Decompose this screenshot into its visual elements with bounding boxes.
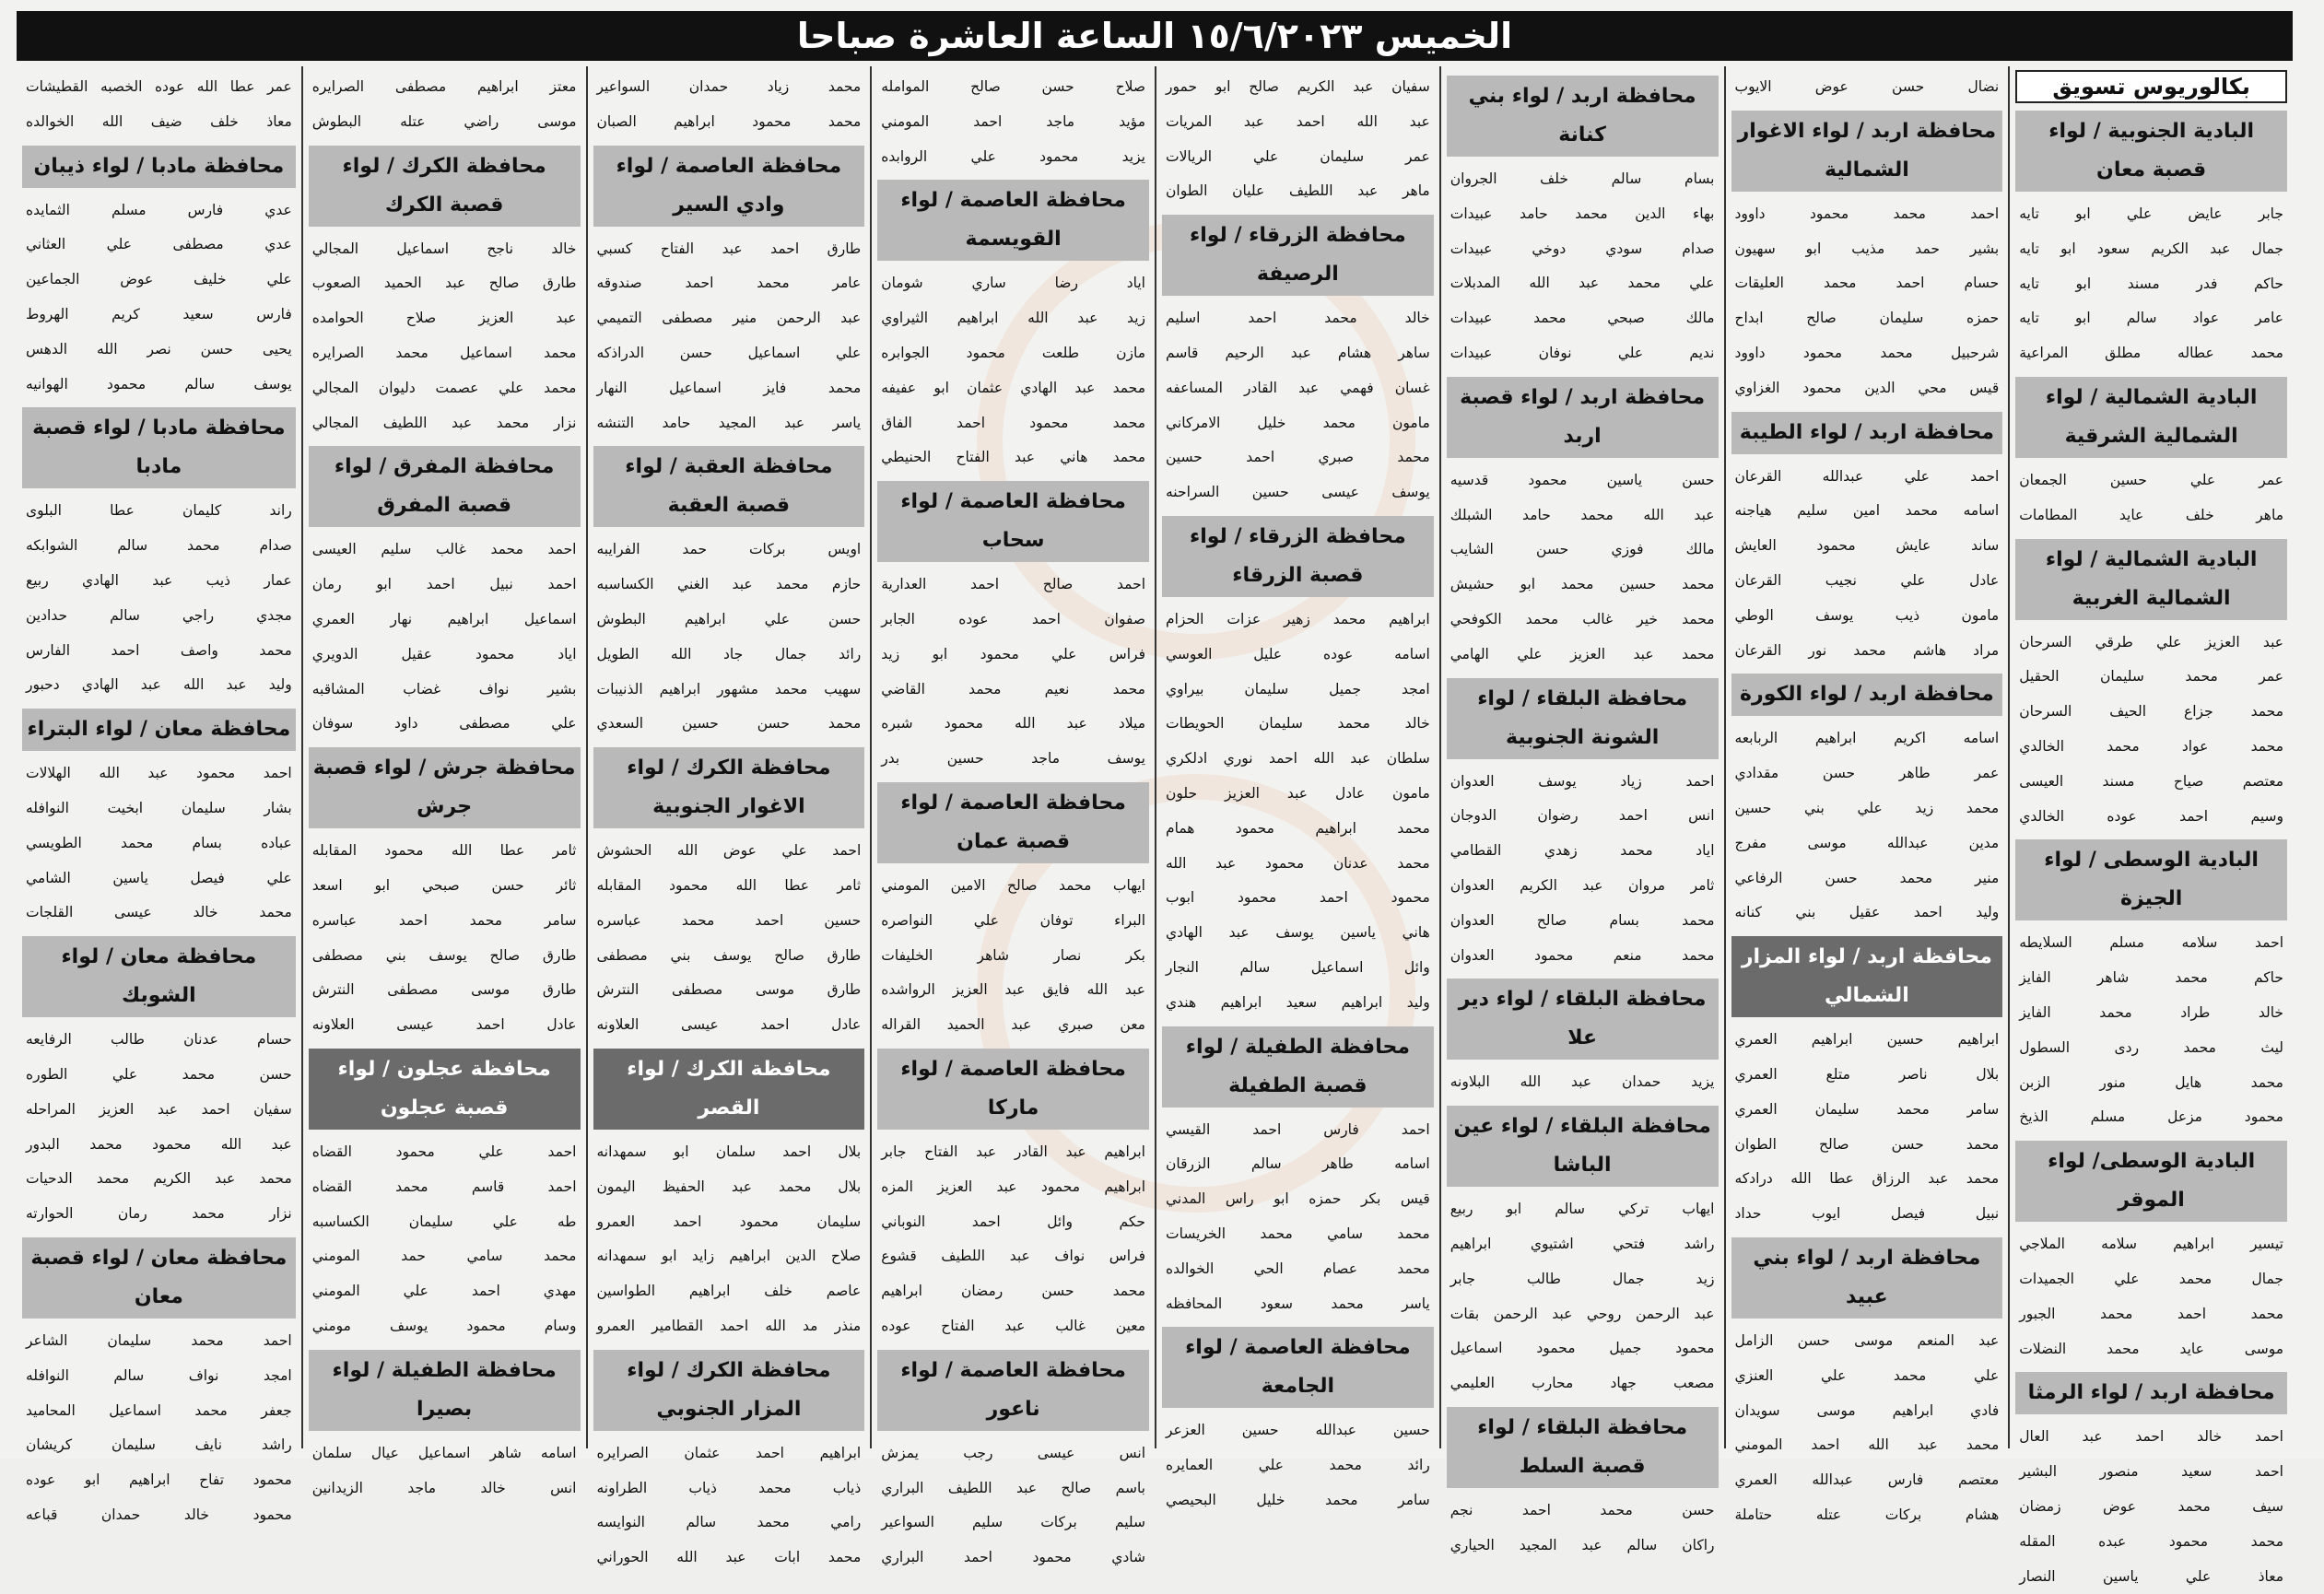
candidate-name: عبد الله محمد حامد الشبلك	[1450, 506, 1715, 523]
candidate-name: سامر محمد سليمان العمري	[1734, 1100, 2000, 1118]
candidate-name: انس احمد رضوان الدوجان	[1450, 807, 1715, 825]
candidate-name: محمد عصام الحي الخوالده	[1166, 1260, 1430, 1277]
region-heading: البادية الوسطى / لواء الجيزة	[2015, 839, 2287, 920]
region-heading: محافظة معان / لواء الشوبك	[22, 936, 296, 1017]
candidate-name: غسان فهمي عبد القادر المساعفه	[1166, 379, 1430, 396]
region-heading: البادية الوسطى/ لواء الموقر	[2015, 1141, 2287, 1222]
region-heading: محافظة الكرك / لواء قصبة الكرك	[309, 146, 581, 227]
candidate-name: محمود جميل محمود اسماعيل	[1450, 1340, 1715, 1357]
candidate-name: احمد علي محمود القضاه	[311, 1143, 577, 1160]
candidate-name: احمد علي عبدالله القرعان	[1734, 467, 2000, 485]
date-banner: الخميس ١٥/٦/٢٠٢٣ الساعة العاشرة صباحا	[17, 11, 2293, 61]
candidate-name: معتصم فارس عبدالله العمري	[1734, 1471, 2000, 1489]
column-2	[1724, 66, 2009, 1523]
candidate-name: امجد جميل سليمان بيراوي	[1166, 680, 1430, 697]
candidate-name: محمد عطاله مطلق المراعية	[2019, 345, 2283, 362]
candidate-name: محمد سامي محمد الخريسات	[1166, 1225, 1430, 1242]
candidate-name: عمر سليمان علي الريالات	[1166, 147, 1430, 165]
candidate-name: طارق صالح يوسف بني مصطفى	[596, 946, 862, 964]
candidate-name: عبد الله احمد عبد المريات	[1166, 112, 1430, 130]
candidate-name: فادي ابراهيم موسى سويدان	[1734, 1401, 2000, 1419]
candidate-name: يوسف ماجد حسين بدر	[881, 750, 1145, 768]
candidate-name: محمد صبري احمد حسين	[1166, 449, 1430, 466]
candidate-name: عبد الله محمود محمد البدور	[26, 1135, 292, 1153]
candidate-name: سفيان عبد الكريم صالح ابو حمور	[1166, 78, 1430, 95]
candidate-name: حمزه سليمان صالح ابداح	[1734, 310, 2000, 327]
candidate-name: حسن ياسين محمود قدسيه	[1450, 471, 1715, 488]
candidate-name: مالك فوزي حسن الشايب	[1450, 541, 1715, 558]
candidate-name: محمد عواد محمد الخالدي	[2019, 737, 2283, 755]
candidate-name: اسامه عوده عليل العوسي	[1166, 645, 1430, 662]
candidate-name: عبد الله فايق عبد العزيز الرواشده	[881, 981, 1145, 999]
candidate-name: علي محمد علي العنزي	[1734, 1366, 2000, 1384]
candidate-name: رائد جمال جاد الله الطويل	[596, 645, 862, 662]
candidate-name: بلال محمد عبد الحفيظ اليمون	[596, 1178, 862, 1195]
candidate-name: ياسر محمد سعود المحافظه	[1166, 1295, 1430, 1312]
region-heading: البادية الشمالية / لواء الشمالية الغربية	[2015, 539, 2287, 620]
candidate-name: قيس بكر حمزه ابو راس المدني	[1166, 1190, 1430, 1208]
candidate-name: وسام محمود يوسف مومني	[311, 1317, 577, 1334]
candidate-name: يوسف عيسى حسين السراحنه	[1166, 484, 1430, 501]
candidate-name: محمود خالد حمدان قباعه	[26, 1506, 292, 1523]
candidate-name: البراء توفان علي النواصره	[881, 911, 1145, 929]
candidate-name: مؤيد ماجد احمد المومني	[881, 112, 1145, 130]
candidate-name: فراس علي محمود ابو زيد	[881, 645, 1145, 662]
candidate-name: يوسف سالم محمود الهوانيه	[26, 375, 292, 393]
candidate-name: محمد فايز اسماعيل النهار	[596, 379, 862, 396]
candidate-name: فارس سعيد كريم الهروط	[26, 305, 292, 322]
region-heading: محافظة العاصمة / لواء وادي السير	[593, 146, 865, 227]
candidate-name: منذر مد الله احمد القطامير العمرو	[596, 1317, 862, 1334]
candidate-name: نضال حسن عوض الايوب	[1734, 78, 2000, 95]
region-heading: البادية الجنوبية / لواء قصبة معان	[2015, 111, 2287, 192]
candidate-name: مجدي راجي سالم حدادين	[26, 606, 292, 624]
candidate-name: صلاح حسن صالح الموامله	[881, 78, 1145, 95]
candidate-name: محمد محمود احمد الفاق	[881, 414, 1145, 431]
candidate-name: معاذ علي ياسين النصار	[2019, 1567, 2283, 1585]
candidate-name: عبد الرحمن منير مصطفى التميمي	[596, 310, 862, 327]
column-6	[586, 66, 871, 1566]
candidate-name: ايهاب تركي سالم ابو ربيع	[1450, 1201, 1715, 1218]
candidate-name: عبد الرحمن روحي عبد الرحمن بقات	[1450, 1305, 1715, 1322]
candidate-name: نديم علي نوفان عبيدات	[1450, 344, 1715, 361]
candidate-name: جمال عبد الكريم سعود ابو تايه	[2019, 240, 2283, 257]
column-4	[1155, 66, 1439, 1508]
candidate-name: شادي محمود احمد البراري	[881, 1549, 1145, 1566]
region-heading: محافظة اربد / لواء الطيبة	[1731, 412, 2003, 454]
candidate-name: محمود احمد محمود ابوب	[1166, 889, 1430, 907]
candidate-name: ابراهيم عبد القادر عبد الفتاح جابر	[881, 1143, 1145, 1160]
candidate-name: بلال احمد سلمان ابو سمهدانه	[596, 1143, 862, 1160]
candidate-name: محمد محمود عبده المقله	[2019, 1532, 2283, 1550]
candidate-name: احمد محمود عبد الله الهلالات	[26, 765, 292, 782]
candidate-name: بشير نواف غضاب المشاقبه	[311, 680, 577, 697]
region-heading: محافظة اربد / لواء بني كنانة	[1447, 76, 1719, 157]
region-heading: محافظة العاصمة / لواء الجامعة	[1162, 1327, 1434, 1408]
candidate-name: اسامه محمد امين سليم هياجنه	[1734, 502, 2000, 520]
candidate-name: عمر عطا الله عوده الخصبه القطيشات	[26, 78, 292, 95]
candidate-name: ايهاب محمد صالح الامين المومني	[881, 876, 1145, 894]
candidate-name: اويس بركات حمد الفرايبه	[596, 541, 862, 558]
candidate-name: ماهر خلف عايد المطامات	[2019, 506, 2283, 523]
candidate-name: سامر محمد خليل البحيصي	[1166, 1491, 1430, 1508]
region-heading: محافظة مادبا / لواء ذيبان	[22, 146, 296, 188]
candidate-name: علي مصطفى داود سوفان	[311, 715, 577, 733]
region-heading: محافظة الزرقاء / لواء قصبة الزرقاء	[1162, 516, 1434, 597]
candidate-name: ثامر عطا الله محمود المقابله	[311, 842, 577, 860]
candidate-name: احمد محمد غالب سليم العيسى	[311, 541, 577, 558]
candidate-name: محمد هايل منور الزبن	[2019, 1073, 2283, 1091]
candidate-name: اسامه شاهر اسماعيل عيال سلمان	[311, 1444, 577, 1461]
candidate-name: وليد ابراهيم سعيد ابراهيم هندي	[1166, 993, 1430, 1011]
candidate-name: احمد خالد احمد عبد العال	[2019, 1428, 2283, 1446]
candidate-name: اسامه طاهر سالم الزرقان	[1166, 1155, 1430, 1173]
candidate-name: فراس نواف عبد اللطيف قشوع	[881, 1248, 1145, 1265]
region-heading: البادية الشمالية / لواء الشمالية الشرقية	[2015, 377, 2287, 458]
candidate-name: مامون عادل عبد العزيز حلون	[1166, 784, 1430, 802]
region-heading: محافظة اربد / لواء الرمثا	[2015, 1372, 2287, 1414]
candidate-name: باسم صالح عبد اللطيف البراري	[881, 1479, 1145, 1496]
candidate-name: ابراهيم حسين ابراهيم العمري	[1734, 1031, 2000, 1049]
column-8	[17, 66, 301, 1523]
candidate-name: عبد المنعم موسى حسن الزامل	[1734, 1331, 2000, 1349]
candidate-name: احمد سعيد منصور البشير	[2019, 1463, 2283, 1481]
candidate-name: حسام احمد محمد العليقات	[1734, 275, 2000, 292]
candidate-name: احمد نبيل احمد ابو رمان	[311, 576, 577, 593]
candidate-name: محمد عبد العزيز علي الهامي	[1450, 645, 1715, 662]
candidate-name: معتز ابراهيم مصطفى الصرايره	[311, 78, 577, 95]
candidate-name: خالد طراد محمد الفايز	[2019, 1003, 2283, 1021]
candidate-name: محمد عبد الرزاق عطا الله درادكه	[1734, 1170, 2000, 1188]
candidate-name: احمد محمد محمود داوود	[1734, 205, 2000, 222]
region-heading: محافظة العاصمة / لواء القويسمة	[877, 180, 1149, 261]
candidate-name: احمد صالح احمد العدارية	[881, 576, 1145, 593]
candidate-name: حكم وائل احمد النوباني	[881, 1213, 1145, 1230]
candidate-name: حسين عبدالله حسين العزعر	[1166, 1422, 1430, 1439]
column-7	[301, 66, 586, 1496]
region-heading: محافظة اربد / لواء بني عبيد	[1731, 1237, 2003, 1319]
candidate-name: محمود مزعل مسلم الذيخ	[2019, 1108, 2283, 1126]
candidate-name: احمد زياد يوسف العدوان	[1450, 772, 1715, 790]
candidate-name: محمد عبد الله احمد المومني	[1734, 1436, 2000, 1454]
candidate-name: مامون محمد خليل الامركاني	[1166, 414, 1430, 431]
candidate-name: بكر نصار شاهر الخليفات	[881, 946, 1145, 964]
candidate-name: بشار سليمان ابخيت النوافله	[26, 799, 292, 816]
candidate-name: بسام سالم خلف الجروان	[1450, 170, 1715, 187]
candidate-name: مامون ذيب يوسف الوطي	[1734, 606, 2000, 624]
candidate-name: خالد محمد سليمان الحويطات	[1166, 715, 1430, 733]
candidate-name: محمد عبد الهادي عثمان ابو عفيفه	[881, 379, 1145, 396]
candidate-name: محمد زيد علي بني حسين	[1734, 799, 2000, 816]
region-heading: محافظة البلقاء / لواء الشونة الجنوبية	[1447, 678, 1719, 759]
candidate-name: هشام بركات عتله حتاملة	[1734, 1506, 2000, 1523]
candidate-name: حسن علي ابراهيم البطوش	[596, 610, 862, 627]
candidate-name: مالك صبحي محمد عبيدات	[1450, 310, 1715, 327]
candidate-name: عمار ذيب عبد الهادي ربيع	[26, 571, 292, 589]
candidate-name: بلال ناصر متلع العمري	[1734, 1065, 2000, 1083]
column-5	[870, 66, 1155, 1566]
candidate-name: مهدي احمد علي المومني	[311, 1283, 577, 1300]
region-heading: محافظة معان / لواء البتراء	[22, 709, 296, 751]
candidate-name: محمد ابراهيم محمود همام	[1166, 819, 1430, 837]
region-heading: محافظة مادبا / لواء قصبة مادبا	[22, 407, 296, 488]
candidate-name: محمد منعم محمود العدوان	[1450, 946, 1715, 964]
candidate-name: محمد حسن صالح الطوان	[1734, 1135, 2000, 1153]
candidate-name: اياد رضا ساري شومان	[881, 275, 1145, 292]
candidate-name: راكان سالم عبد المجيد الحياري	[1450, 1536, 1715, 1553]
candidate-name: محمد خير غالب محمد الكوفحي	[1450, 610, 1715, 627]
candidate-name: احمد سلامه مسلم السلايطه	[2019, 934, 2283, 952]
candidate-name: طارق احمد عبد الفتاح كسبي	[596, 240, 862, 257]
candidate-name: عمر طاهر حسن مقدادي	[1734, 765, 2000, 782]
region-heading: محافظة الكرك / لواء الاغوار الجنوبية	[593, 747, 865, 828]
candidate-name: اياد محمود عقيل الدويري	[311, 645, 577, 662]
candidate-name: محمد جزاع الحيف السرحان	[2019, 703, 2283, 721]
region-heading: محافظة البلقاء / لواء دير علا	[1447, 979, 1719, 1060]
candidate-name: عباده بسام محمد الطويسي	[26, 834, 292, 851]
region-heading: محافظة العاصمة / لواء سحاب	[877, 481, 1149, 562]
region-heading: محافظة جرش / لواء قصبة جرش	[309, 747, 581, 828]
candidate-name: محمد خالد عيسى القلجات	[26, 904, 292, 921]
candidate-name: سهيب محمد مشهور ابراهيم الذنيبات	[596, 680, 862, 697]
candidate-name: وليد احمد عقيل بني كنانه	[1734, 904, 2000, 921]
candidate-name: ابراهيم احمد عثمان الصرايره	[596, 1444, 862, 1461]
column-3	[1439, 66, 1724, 1553]
candidate-name: طارق صالح عبد الحميد الصعوب	[311, 275, 577, 292]
candidate-name: ساند عايش محمود العايش	[1734, 537, 2000, 555]
candidate-name: وسيم احمد عوده الخالدي	[2019, 807, 2283, 825]
candidate-name: منير محمد حسن الرفاعي	[1734, 869, 2000, 886]
candidate-name: طارق موسى مصطفى النترش	[596, 981, 862, 999]
candidate-name: محمود تفاح ابراهيم ابو عوده	[26, 1471, 292, 1489]
candidate-name: عامر عواد سالم ابو تايه	[2019, 310, 2283, 327]
candidate-name: سليمان محمود احمد العمرو	[596, 1213, 862, 1230]
candidate-name: سفيان احمد عبد العزيز المراحله	[26, 1100, 292, 1118]
region-heading: محافظة الطفيلة / لواء بصيرا	[309, 1350, 581, 1431]
candidate-name: جعفر محمد اسماعيل المحاميد	[26, 1401, 292, 1419]
candidate-name: معين غالب عبد الفتاح عوده	[881, 1317, 1145, 1334]
candidate-name: حاكم محمد شاهر الفايز	[2019, 969, 2283, 987]
candidate-name: معتصم صياح مسند العيسى	[2019, 772, 2283, 790]
region-heading: محافظة اربد / لواء المزار الشمالي	[1731, 936, 2003, 1017]
candidate-name: جابر عايض علي ابو تايه	[2019, 205, 2283, 222]
candidate-name: نزار محمد رمان الحوارته	[26, 1205, 292, 1223]
candidate-name: محمد محمود ابراهيم الصبان	[596, 112, 862, 130]
candidate-name: خالد محمد احمد اسليم	[1166, 310, 1430, 327]
region-heading: محافظة الكرك / لواء القصر	[593, 1049, 865, 1130]
candidate-name: محمد ابات عبد الله الحوراني	[596, 1549, 862, 1566]
candidate-name: ثامر مروان عبد الكريم العدوان	[1450, 876, 1715, 894]
candidate-name: محمد حسن رمضان ابراهيم	[881, 1283, 1145, 1300]
candidate-name: عادل علي نجيب القرعان	[1734, 571, 2000, 589]
candidate-name: انس عيسى رجب يمزش	[881, 1444, 1145, 1461]
region-heading: محافظة الزرقاء / لواء الرصيفة	[1162, 215, 1434, 296]
candidate-name: ليث محمد ردى السطول	[2019, 1038, 2283, 1056]
candidate-name: ثائر حسن صبحي ابو اسعد	[311, 876, 577, 894]
candidate-name: امجد نواف سالم النوافله	[26, 1366, 292, 1384]
candidate-name: خالد ناجح اسماعيل المجالي	[311, 240, 577, 257]
region-heading: محافظة اربد / لواء الاغوار الشمالية	[1731, 111, 2003, 192]
candidate-name: نزار محمد عبد اللطيف المجالي	[311, 414, 577, 431]
candidate-name: يحيى حسن نصر الله الدهس	[26, 340, 292, 357]
candidate-name: عادل احمد عيسى العلاونه	[311, 1016, 577, 1034]
candidate-name: عدي مصطفى علي العثاني	[26, 236, 292, 253]
candidate-name: محمد عدنان محمود عبد الله	[1166, 854, 1430, 872]
candidate-name: عاصم خلف ابراهيم الطواسين	[596, 1283, 862, 1300]
candidate-name: طارق صالح يوسف بني مصطفى	[311, 946, 577, 964]
candidate-name: قيس محي الدين محمود الغزاوي	[1734, 379, 2000, 396]
candidate-name: معن صبري عبد الحميد القراله	[881, 1016, 1145, 1034]
candidate-name: محمد حسن حسين السعدي	[596, 715, 862, 733]
candidate-name: رائد محمد علي العمايره	[1166, 1457, 1430, 1474]
candidate-name: طه علي سليمان الكساسبه	[311, 1213, 577, 1230]
candidate-name: مراد هاشم محمد نور القرعان	[1734, 641, 2000, 659]
candidate-name: علي فيصل ياسين الشامي	[26, 869, 292, 886]
candidate-name: حسين احمد محمد عباسره	[596, 911, 862, 929]
region-heading: محافظة الكرك / لواء المزار الجنوبي	[593, 1350, 865, 1431]
candidate-name: مصعب جهاد محارب العليمي	[1450, 1375, 1715, 1392]
candidate-name: بشير حمد مذيب ابو سهيون	[1734, 240, 2000, 257]
candidate-name: اسماعيل ابراهيم نهار العمري	[311, 610, 577, 627]
column-1	[2008, 66, 2293, 1585]
candidate-name: وائل اسماعيل سالم النجار	[1166, 958, 1430, 976]
candidate-name: موسى راضي عتله البطوش	[311, 112, 577, 130]
candidate-name: محمد سامي حمد المومني	[311, 1248, 577, 1265]
region-heading: محافظة المفرق / لواء قصبة المفرق	[309, 446, 581, 527]
candidate-name: عبد العزيز علي طرقي السرحان	[2019, 633, 2283, 650]
candidate-name: محمد واصف احمد الفارس	[26, 641, 292, 659]
candidate-name: اسامه اكريم ابراهيم الربابعه	[1734, 730, 2000, 747]
region-heading: محافظة اربد / لواء قصبة اربد	[1447, 377, 1719, 458]
candidate-name: محمد عبد الكريم محمد الدحيات	[26, 1170, 292, 1188]
candidate-name: اياد محمد زهدي القطامي	[1450, 842, 1715, 860]
region-heading: محافظة العقبة / لواء قصبة العقبة	[593, 446, 865, 527]
candidate-name: ميلاد عبد الله محمود شبره	[881, 715, 1145, 733]
candidate-name: هاني ياسين يوسف عبد الهادي	[1166, 924, 1430, 942]
candidate-name: حازم محمد عبد الغني الكساسبه	[596, 576, 862, 593]
candidate-name: علي محمد عبد الله المدبلات	[1450, 275, 1715, 292]
region-heading: محافظة اربد / لواء الكورة	[1731, 674, 2003, 716]
candidate-name: صدام محمد سالم الشوابكه	[26, 537, 292, 555]
candidate-name: موسى عايد محمد النضلات	[2019, 1340, 2283, 1357]
region-heading: محافظة البلقاء / لواء عين الباشا	[1447, 1106, 1719, 1187]
columns-container	[17, 66, 2293, 1585]
candidate-name: سليم بركات سليم السواعير	[881, 1514, 1145, 1531]
candidate-name: ماهر عبد اللطيف عليان الطوان	[1166, 182, 1430, 200]
candidate-name: راشد فتحي اشتيوي ابراهيم	[1450, 1235, 1715, 1252]
region-heading: محافظة العاصمة / لواء قصبة عمان	[877, 782, 1149, 863]
region-heading: محافظة العاصمة / لواء ماركا	[877, 1049, 1149, 1130]
candidate-name: حاكم فدر مسند ابو تايه	[2019, 275, 2283, 292]
candidate-name: شرحبيل محمد محمود داوود	[1734, 344, 2000, 361]
candidate-name: ثامر عطا الله محمود المقابله	[596, 876, 862, 894]
candidate-name: رامي محمد سالم النوايسه	[596, 1514, 862, 1531]
candidate-name: عمر محمد سليمان الحقيل	[2019, 668, 2283, 686]
region-heading: محافظة عجلون / لواء قصبة عجلون	[309, 1049, 581, 1130]
candidate-name: وليد عبد الله عبد الهادي دحبور	[26, 676, 292, 694]
candidate-name: عدي فارس مسلم الثمايده	[26, 201, 292, 218]
candidate-name: جمال محمد علي الجميدات	[2019, 1270, 2283, 1287]
candidate-name: مازن طلعت محمود الجوابره	[881, 344, 1145, 361]
candidate-name: ساهر هشام عبد الرحيم قاسم	[1166, 344, 1430, 361]
candidate-name: يزيد محمود علي الروابده	[881, 147, 1145, 165]
candidate-name: حسن محمد احمد نجم	[1450, 1501, 1715, 1518]
region-heading: محافظة الطفيلة / لواء قصبة الطفيلة	[1162, 1026, 1434, 1108]
candidate-name: تيسير ابراهيم سلامه الملاجي	[2019, 1236, 2283, 1253]
candidate-name: صدام سودي دوخي عبيدات	[1450, 240, 1715, 257]
candidate-name: عامر محمد احمد صندوقه	[596, 275, 862, 292]
candidate-name: محمد هاني عبد الفتاح الحنيطي	[881, 449, 1145, 466]
candidate-name: مدين عبدالله موسى مفرج	[1734, 834, 2000, 851]
candidate-name: صلاح الدين ابراهيم زايد ابو سمهدانه	[596, 1248, 862, 1265]
candidate-name: عبد العزيز صلاح الحوامده	[311, 310, 577, 327]
candidate-name: حسام عدنان طالب الرفايعه	[26, 1031, 292, 1049]
candidate-name: احمد فارس احمد القيسي	[1166, 1120, 1430, 1138]
candidate-name: محمد احمد محمد الجبور	[2019, 1305, 2283, 1322]
candidate-name: محمد علي عصمت دليوان المجالي	[311, 379, 577, 396]
candidate-name: سيف محمد عوض زمضان	[2019, 1497, 2283, 1515]
candidate-name: راند كليمان عطا البلوى	[26, 502, 292, 520]
candidate-name: محمد اسماعيل محمد الصرايره	[311, 344, 577, 361]
region-heading: محافظة البلقاء / لواء قصبة السلط	[1447, 1407, 1719, 1488]
candidate-name: احمد محمد سليمان الشاعر	[26, 1331, 292, 1349]
candidate-name: علي خليف عوض الجماعين	[26, 271, 292, 288]
candidate-name: بهاء الدين محمد حامد عبيدات	[1450, 205, 1715, 222]
candidate-name: محمد حسين محمد ابو حشيش	[1450, 576, 1715, 593]
candidate-name: راشد نايف سليمان كريشان	[26, 1436, 292, 1454]
degree-title: بكالوريوس تسويق	[2015, 70, 2287, 103]
candidate-name: معاذ خلف ضيف الله الخوالده	[26, 112, 292, 130]
candidate-name: انس خالد ماجد الزيدانين	[311, 1479, 577, 1496]
region-heading: محافظة العاصمة / لواء ناعور	[877, 1350, 1149, 1431]
candidate-name: محمد بسام صالح العدوان	[1450, 911, 1715, 929]
candidate-name: ابراهيم محمود عبد العزيز المزه	[881, 1178, 1145, 1195]
candidate-name: علي اسماعيل حسن الدراذكه	[596, 344, 862, 361]
candidate-name: ابراهيم محمد زهير عزات الحزام	[1166, 610, 1430, 627]
candidate-name: محمد نعيم محمد القاضي	[881, 680, 1145, 697]
candidate-name: عمر علي حسين الجمعان	[2019, 471, 2283, 488]
candidate-name: سامر محمد احمد عباسره	[311, 911, 577, 929]
candidate-name: احمد علي عوض الله الحشوش	[596, 842, 862, 860]
candidate-name: حسن محمد علي الطوره	[26, 1065, 292, 1083]
candidate-name: طارق موسى مصطفى النترش	[311, 981, 577, 999]
candidate-name: ياسر عبد المجيد حامد التنشه	[596, 414, 862, 431]
candidate-name: يزيد حمدان عبد الله البلاونه	[1450, 1073, 1715, 1091]
candidate-name: ذياب محمد ذياب الطراونه	[596, 1479, 862, 1496]
candidate-name: محمد زياد حمدان السواعير	[596, 78, 862, 95]
candidate-name: احمد قاسم محمد القضاه	[311, 1178, 577, 1195]
candidate-name: عادل احمد عيسى العلاونه	[596, 1016, 862, 1034]
candidate-name: سلطان عبد الله احمد نوري ادلكري	[1166, 750, 1430, 768]
candidate-name: صفوان احمد عوده الجابر	[881, 610, 1145, 627]
candidate-name: زيد جمال طالب جابر	[1450, 1270, 1715, 1287]
candidate-name: زيد عبد الله ابراهيم الثيراوي	[881, 310, 1145, 327]
region-heading: محافظة معان / لواء قصبة معان	[22, 1237, 296, 1319]
candidate-name: نبيل فيصل ايوب حداد	[1734, 1205, 2000, 1223]
